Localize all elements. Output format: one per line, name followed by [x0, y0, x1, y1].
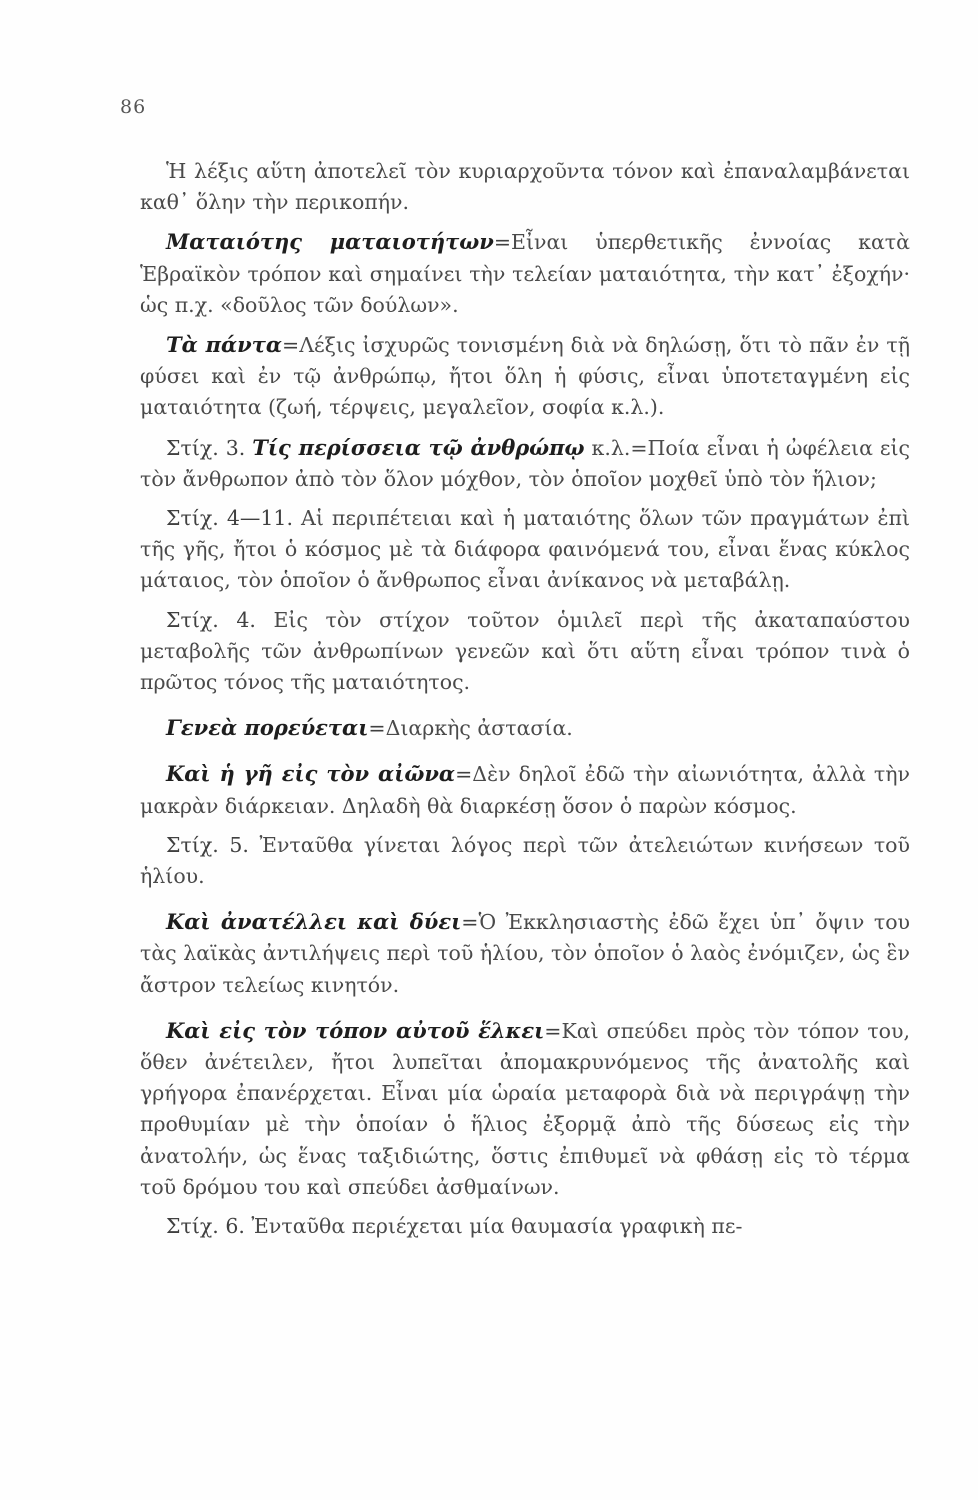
paragraph-text: Δὲν δηλοῖ ἐδῶ τὴν αἰωνιότητα, ἀλλὰ τὴν μακρὰν διάρκειαν. Δηλαδὴ θὰ διαρκέσῃ ὅσον ὁ παρὼν κόσμος.: [140, 762, 911, 818]
verse-reference: Στίχ. 6.: [166, 1214, 245, 1239]
paragraph-text: Ἡ λέξις αὕτη ἀποτελεῖ τὸν κυριαρχοῦντα τόνον καὶ ἐπαναλαμβάνεται καθ᾽ ὅλην τὴν περικοπήν.: [140, 159, 910, 215]
paragraph-3: [140, 329, 910, 424]
lemma-term: Γενεὰ πορεύεται: [166, 715, 369, 741]
paragraph-8: [140, 758, 910, 821]
verse-reference: Στίχ. 4.: [166, 607, 256, 632]
paragraph-text: Εἶναι ὑπερθετικῆς ἐννοίας κατὰ Ἑβραϊκὸν τρόπον καὶ σημαίνει τὴν τελείαν ματαιότητα, τὴν κατ᾽ ἐξοχήν· ὡς π.χ. «δοῦλος τῶν δούλων».: [140, 230, 910, 317]
paragraph-text: Αἱ περιπέτειαι καὶ ἡ ματαιότης ὅλων τῶν πραγμάτων ἐπὶ τῆς γῆς, ἤτοι ὁ κόσμος μὲ τὰ διάφορα φαινόμενά του, εἶναι ἕνας κύκλος μάταιος, τὸν ὁποῖον ὁ ἄνθρωπος εἶναι ἀνίκανος νὰ μεταβάλῃ.: [140, 506, 910, 593]
paragraph-11: [140, 1015, 910, 1203]
paragraph-10: [140, 906, 910, 1001]
commentary-text: [140, 156, 910, 1250]
paragraph-1: [140, 156, 910, 218]
verse-reference: Στίχ. 4—11.: [166, 506, 293, 531]
paragraph-text: Διαρκὴς ἀστασία.: [385, 716, 573, 741]
equals-sign: =: [544, 1018, 562, 1043]
equals-sign: =: [368, 716, 386, 741]
verse-reference: Στίχ. 5.: [166, 832, 249, 857]
lemma-term: Τὰ πάντα: [166, 332, 283, 358]
paragraph-4: [140, 432, 910, 495]
paragraph-text: Ἐνταῦθα περιέχεται μία θαυμασία γραφικὴ πε-: [251, 1214, 743, 1239]
paragraph-text: Ἐνταῦθα γίνεται λόγος περὶ τῶν ἀτελειώτων κινήσεων τοῦ ἡλίου.: [140, 832, 910, 889]
equals-sign: =: [282, 333, 300, 358]
lemma-term: Καὶ εἰς τὸν τόπον αὐτοῦ ἕλκει: [166, 1017, 545, 1043]
paragraph-text: Εἰς τὸν στίχον τοῦτον ὁμιλεῖ περὶ τῆς ἀκαταπαύστου μεταβολῆς τῶν ἀνθρωπίνων γενεῶν καὶ ὅτι αὕτη εἶναι τρόπον τινὰ ὁ πρῶτος τόνος τῆς ματαιότητος.: [140, 607, 910, 695]
equals-sign: =: [461, 910, 479, 935]
equals-sign: =: [493, 230, 511, 255]
paragraph-6: [140, 605, 910, 699]
verse-reference: Στίχ. 3.: [166, 435, 246, 460]
equals-sign: =: [455, 762, 473, 787]
paragraph-2: [140, 226, 910, 321]
lemma-term: Καὶ ἀνατέλλει καὶ δύει: [166, 909, 462, 935]
paragraph-text: Ὁ Ἐκκλησιαστὴς ἐδῶ ἔχει ὑπ᾽ ὄψιν του τὰς λαϊκὰς ἀντιλήψεις περὶ τοῦ ἡλίου, τὸν ὁποῖον ὁ λαὸς ἐνόμιζεν, ὡς ἓν ἄστρον τελείως κινητόν.: [140, 910, 910, 997]
lemma-term: Καὶ ἡ γῆ εἰς τὸν αἰῶνα: [166, 761, 456, 787]
paragraph-text: Καὶ σπεύδει πρὸς τὸν τόπον του, ὅθεν ἀνέτειλεν, ἤτοι λυπεῖται ἀπομακρυνόμενος τῆς ἀνατολῆς καὶ γρήγορα ἐπανέρχεται. Εἶναι μία ὡραία μεταφορὰ διὰ νὰ περιγράψῃ τὴν προθυμίαν μὲ τὴν ὁποίαν ὁ ἥλιος ἐξορμᾷ ἀπὸ τῆς δύσεως εἰς τὴν ἀνατολήν, ὡς ἕνας ταξιδιώτης, ὅστις ἐπιθυμεῖ νὰ φθάσῃ εἰς τὸ τέρμα τοῦ δρόμου του καὶ σπεύδει ἀσθμαίνων.: [140, 1018, 910, 1199]
page-number: 86: [120, 96, 147, 118]
paragraph-text: κ.λ.=Ποία εἶναι ἡ ὠφέλεια εἰς τὸν ἄνθρωπον ἀπὸ τὸν ὅλον μόχθον, τὸν ὁποῖον μοχθεῖ ὑπὸ τὸν ἥλιον;: [140, 435, 910, 491]
paragraph-5: [140, 503, 910, 597]
lemma-term: Τίς περίσσεια τῷ ἀνθρώπῳ: [252, 434, 585, 460]
paragraph-9: [140, 830, 910, 892]
paragraph-text: Λέξις ἰσχυρῶς τονισμένη διὰ νὰ δηλώσῃ, ὅτι τὸ πᾶν ἐν τῇ φύσει καὶ ἐν τῷ ἀνθρώπῳ, ἤτοι ὅλη ἡ φύσις, εἶναι ὑποτεταγμένη εἰς ματαιότητα (ζωή, τέρψεις, μεγαλεῖον, σοφία κ.λ.).: [140, 333, 910, 420]
lemma-term: Ματαιότης ματαιοτήτων: [166, 229, 494, 255]
paragraph-12: [140, 1211, 910, 1242]
paragraph-7: [140, 712, 910, 744]
